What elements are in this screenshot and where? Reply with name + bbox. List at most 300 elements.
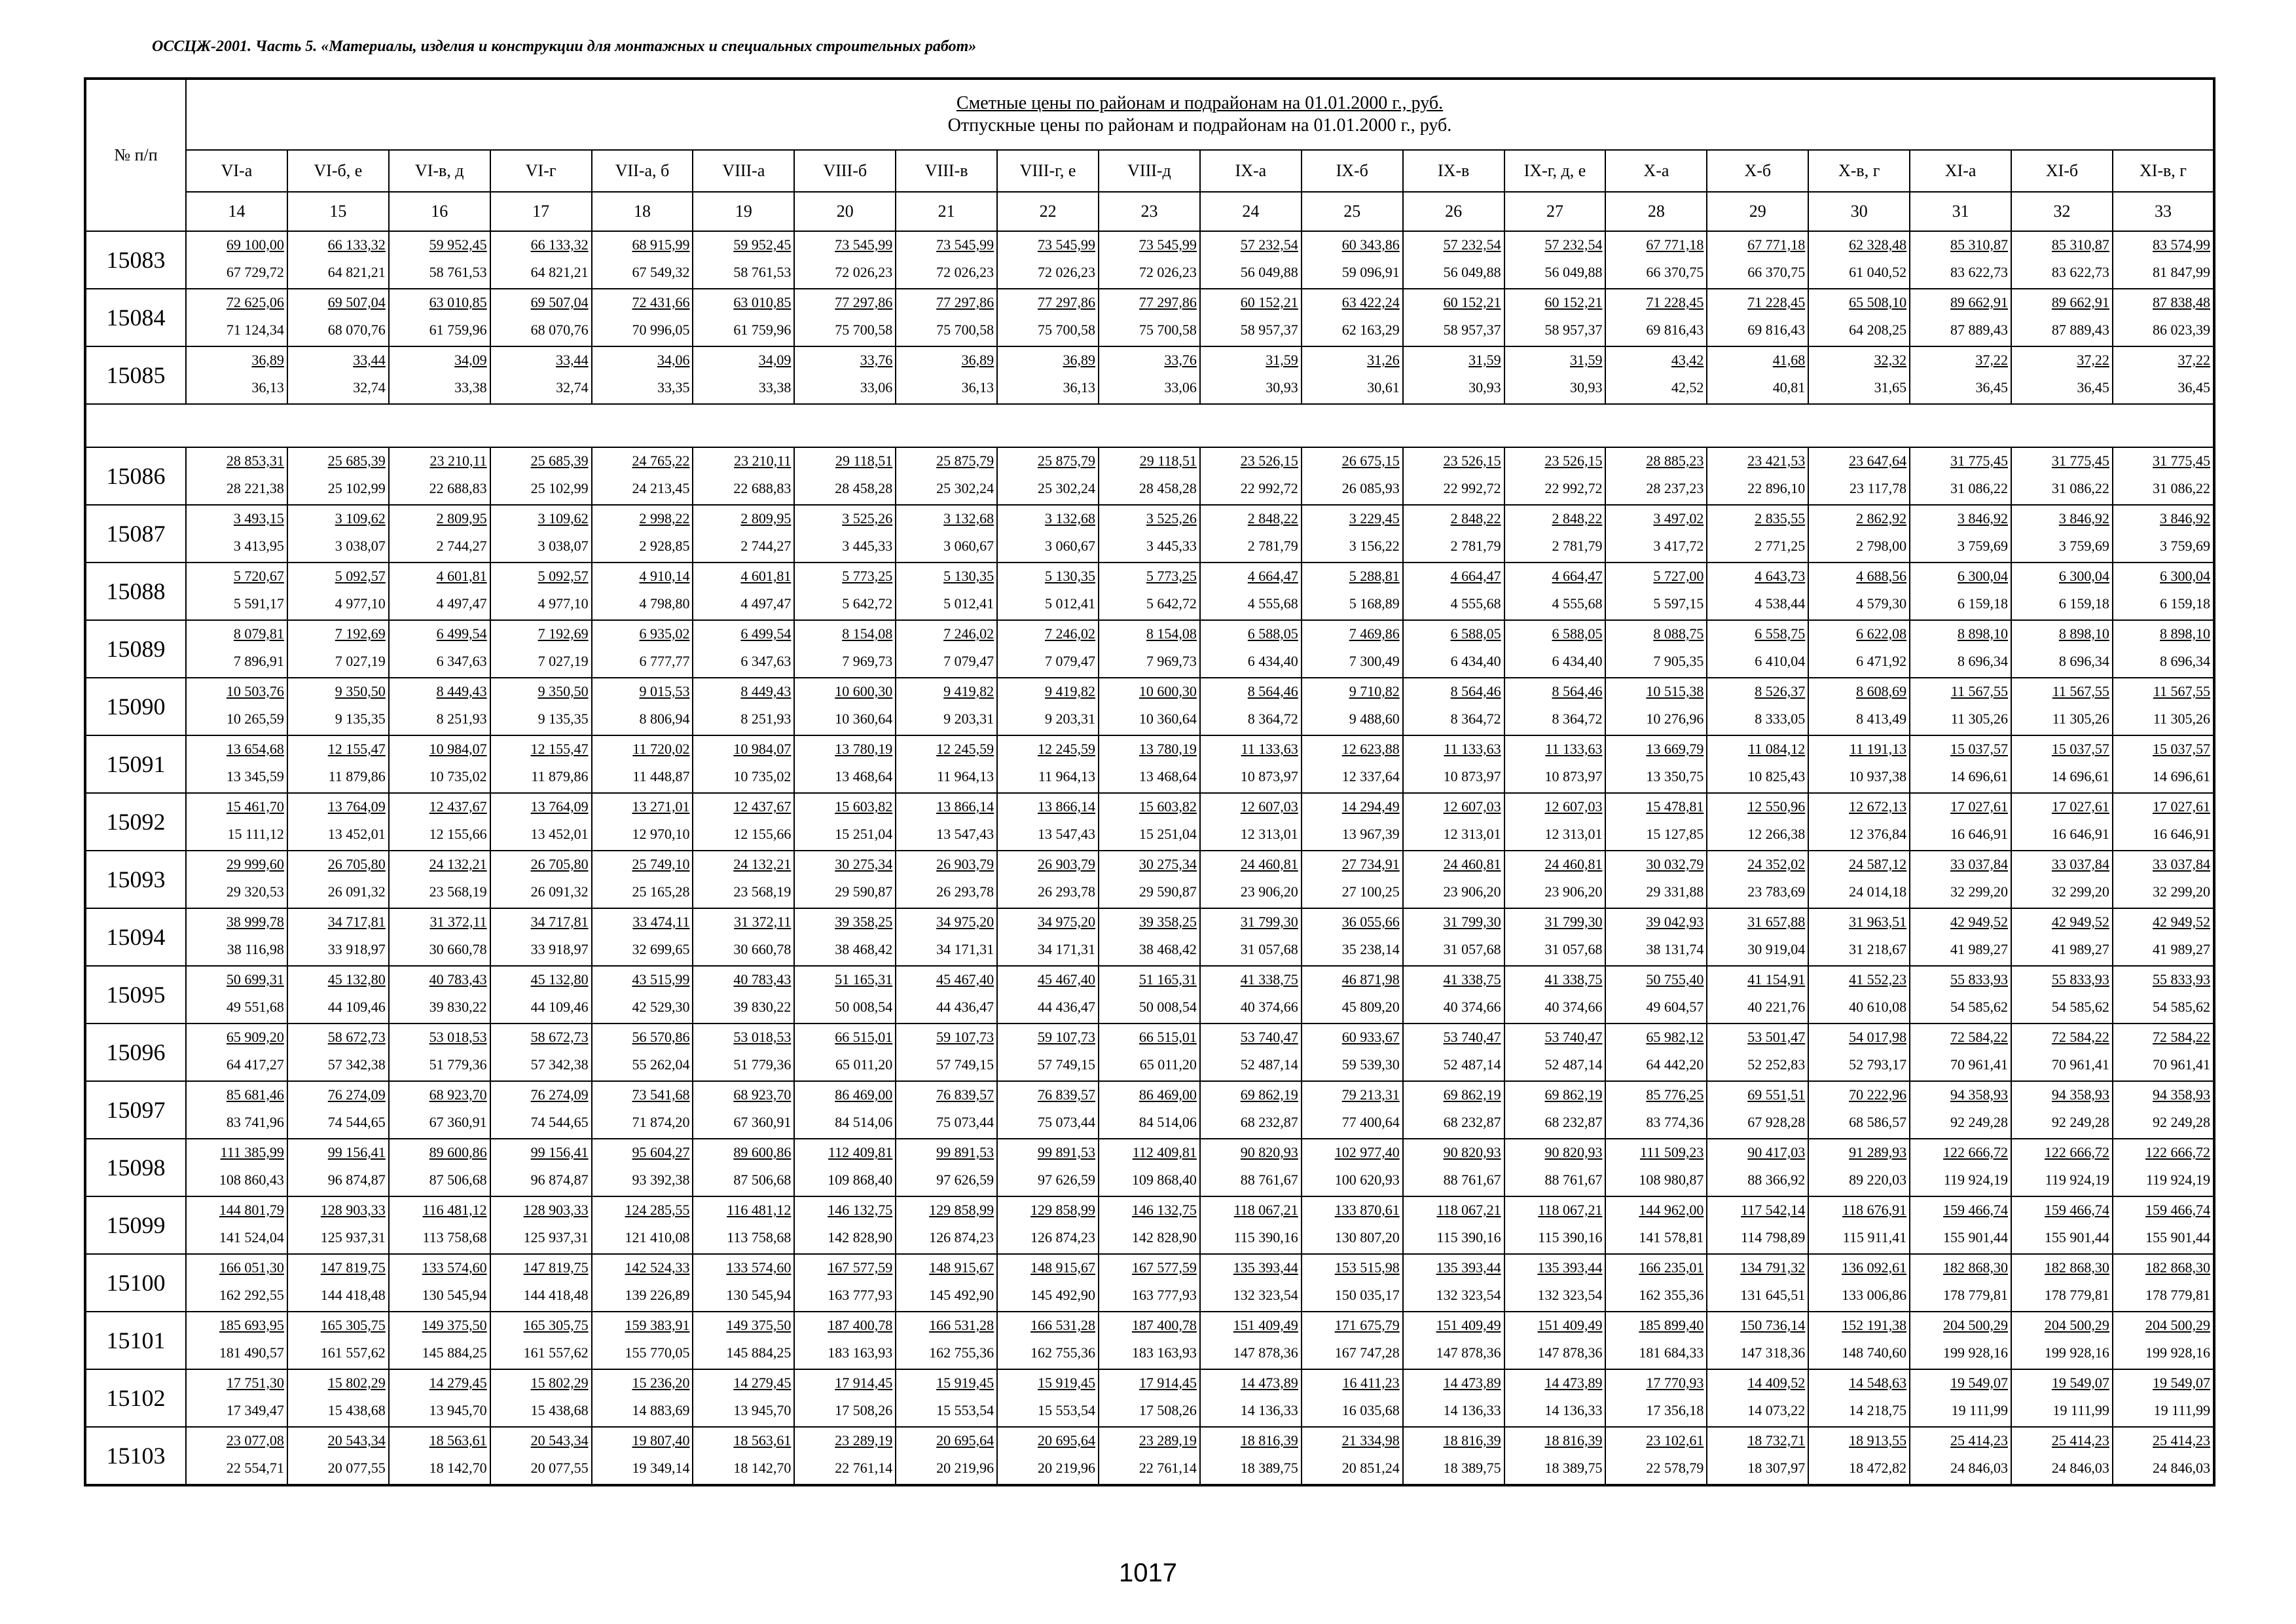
estimated-price: 7 192,69: [538, 625, 589, 642]
price-cell: [997, 1139, 1099, 1196]
release-price: 145 492,90: [929, 1287, 994, 1303]
table-row: [85, 966, 2214, 1024]
price-cell: [1200, 1254, 1302, 1312]
estimated-price: 66 133,32: [327, 236, 386, 253]
estimated-price: 23 102,61: [1646, 1432, 1704, 1449]
estimated-price: 76 274,09: [530, 1086, 589, 1103]
price-cell: [1910, 563, 2011, 620]
row-number: 15094: [85, 908, 186, 966]
price-cell: [2011, 620, 2113, 678]
price-cell: [1099, 678, 1200, 735]
release-price: 10 360,64: [1139, 710, 1197, 727]
estimated-price: 14 294,49: [1341, 798, 1400, 815]
estimated-price: 182 868,30: [2044, 1259, 2109, 1276]
price-cell: [1200, 346, 1302, 404]
price-cell: [794, 1312, 896, 1369]
price-cell: [896, 447, 997, 505]
release-price: 89 220,03: [1849, 1172, 1907, 1188]
release-price: 8 696,34: [1958, 653, 2009, 669]
estimated-price: 41,68: [1772, 352, 1806, 368]
release-price: 18 142,70: [429, 1460, 487, 1476]
price-cell: [490, 1369, 592, 1427]
price-cell: [592, 1427, 693, 1485]
estimated-price: 50 699,31: [226, 971, 284, 987]
price-cell: [1808, 793, 1910, 851]
release-price: 57 342,38: [327, 1056, 386, 1073]
release-price: 5 642,72: [842, 595, 893, 612]
price-cell: [287, 908, 389, 966]
estimated-price: 39 358,25: [1139, 913, 1197, 930]
estimated-price: 83 574,99: [2153, 236, 2210, 253]
release-price: 66 370,75: [1646, 264, 1704, 280]
release-price: 28 221,38: [226, 480, 284, 496]
estimated-price: 24 352,02: [1747, 856, 1806, 872]
release-price: 64 821,21: [530, 264, 589, 280]
release-price: 10 265,59: [226, 710, 284, 727]
estimated-price: 25 875,79: [936, 452, 994, 469]
estimated-price: 182 868,30: [2145, 1259, 2210, 1276]
release-price: 126 874,23: [1030, 1229, 1096, 1246]
price-cell: [389, 563, 490, 620]
estimated-price: 58 672,73: [327, 1029, 386, 1045]
price-cell: [1302, 1024, 1403, 1081]
price-cell: [1302, 1254, 1403, 1312]
estimated-price: 17 914,45: [835, 1375, 893, 1391]
estimated-price: 13 271,01: [632, 798, 690, 815]
estimated-price: 8 449,43: [740, 683, 792, 699]
release-price: 162 755,36: [1030, 1344, 1096, 1361]
price-cell: [1910, 620, 2011, 678]
estimated-price: 148 915,67: [1030, 1259, 1096, 1276]
estimated-price: 149 375,50: [726, 1317, 792, 1333]
estimated-price: 17 751,30: [226, 1375, 284, 1391]
estimated-price: 3 846,92: [1958, 510, 2009, 526]
release-price: 12 155,66: [429, 826, 487, 842]
price-cell: [896, 1254, 997, 1312]
price-cell: [2011, 793, 2113, 851]
release-price: 51 779,36: [733, 1056, 792, 1073]
price-cell: [794, 851, 896, 908]
price-cell: [794, 346, 896, 404]
price-cell: [997, 678, 1099, 735]
table-row: [85, 447, 2214, 505]
release-price: 23 906,20: [1544, 883, 1603, 900]
release-price: 108 860,43: [219, 1172, 284, 1188]
release-price: 25 302,24: [1038, 480, 1096, 496]
price-cell: [389, 1427, 490, 1485]
price-cell: [2113, 447, 2214, 505]
release-price: 28 458,28: [835, 480, 893, 496]
price-cell: [794, 289, 896, 346]
estimated-price: 17 027,61: [1950, 798, 2009, 815]
price-cell: [2011, 735, 2113, 793]
price-cell: [1200, 1139, 1302, 1196]
price-cell: [794, 1369, 896, 1427]
estimated-price: 99 891,53: [1038, 1144, 1096, 1160]
release-price: 69 816,43: [1646, 322, 1704, 338]
estimated-price: 60 152,21: [1443, 294, 1501, 310]
release-price: 42,52: [1671, 379, 1704, 396]
price-cell: [997, 735, 1099, 793]
price-cell: [896, 1427, 997, 1485]
price-cell: [186, 1312, 287, 1369]
estimated-price: 2 848,22: [1450, 510, 1501, 526]
price-cell: [490, 563, 592, 620]
region-header: IX-в: [1403, 150, 1504, 192]
price-cell: [186, 447, 287, 505]
price-cell: [186, 678, 287, 735]
price-cell: [1099, 1254, 1200, 1312]
price-cell: [2113, 1024, 2214, 1081]
release-price: 2 744,27: [740, 538, 792, 554]
release-price: 56 049,88: [1544, 264, 1603, 280]
release-price: 61 759,96: [733, 322, 792, 338]
estimated-price: 6 622,08: [1856, 625, 1907, 642]
estimated-price: 18 563,61: [733, 1432, 792, 1449]
table-row: [85, 1427, 2214, 1485]
price-cell: [389, 1024, 490, 1081]
release-price: 13 945,70: [429, 1402, 487, 1418]
price-cell: [1504, 966, 1606, 1024]
estimated-price: 8 449,43: [436, 683, 487, 699]
release-price: 64 417,27: [226, 1056, 284, 1073]
release-price: 3 038,07: [335, 538, 386, 554]
price-cell: [1504, 231, 1606, 289]
release-price: 22 761,14: [835, 1460, 893, 1476]
estimated-price: 10 600,30: [835, 683, 893, 699]
estimated-price: 57 232,54: [1544, 236, 1603, 253]
estimated-price: 15 919,45: [1038, 1375, 1096, 1391]
row-number: 15085: [85, 346, 186, 404]
release-price: 33,38: [454, 379, 487, 396]
estimated-price: 18 913,55: [1849, 1432, 1907, 1449]
price-cell: [896, 289, 997, 346]
price-cell: [592, 620, 693, 678]
release-price: 97 626,59: [936, 1172, 994, 1188]
estimated-price: 31,26: [1367, 352, 1400, 368]
estimated-price: 57 232,54: [1240, 236, 1298, 253]
price-cell: [389, 231, 490, 289]
estimated-price: 129 858,99: [929, 1202, 994, 1218]
release-price: 163 777,93: [828, 1287, 893, 1303]
estimated-price: 117 542,14: [1741, 1202, 1806, 1218]
release-price: 92 249,28: [1950, 1114, 2009, 1130]
price-cell: [1099, 620, 1200, 678]
estimated-price: 31 775,45: [1950, 452, 2009, 469]
estimated-price: 73 545,99: [936, 236, 994, 253]
price-cell: [287, 735, 389, 793]
estimated-price: 20 695,64: [1038, 1432, 1096, 1449]
release-price: 199 928,16: [1943, 1344, 2009, 1361]
release-price: 96 874,87: [530, 1172, 589, 1188]
release-price: 35 238,14: [1341, 941, 1400, 957]
estimated-price: 8 079,81: [233, 625, 284, 642]
estimated-price: 187 400,78: [828, 1317, 893, 1333]
price-cell: [1808, 1139, 1910, 1196]
estimated-price: 69 862,19: [1240, 1086, 1298, 1103]
price-cell: [1910, 289, 2011, 346]
region-header: XI-в, г: [2113, 150, 2214, 192]
price-cell: [693, 346, 794, 404]
release-price: 2 781,79: [1247, 538, 1298, 554]
estimated-price: 23 077,08: [226, 1432, 284, 1449]
price-cell: [490, 851, 592, 908]
price-cell: [1910, 1081, 2011, 1139]
row-number: 15099: [85, 1196, 186, 1254]
estimated-price: 4 601,81: [740, 568, 792, 584]
release-price: 13 345,59: [226, 768, 284, 784]
price-cell: [1200, 289, 1302, 346]
release-price: 3 759,69: [1958, 538, 2009, 554]
estimated-price: 34 975,20: [936, 913, 994, 930]
estimated-price: 15 037,57: [2051, 741, 2109, 757]
release-price: 74 544,65: [530, 1114, 589, 1130]
estimated-price: 68 923,70: [733, 1086, 792, 1103]
release-price: 12 313,01: [1240, 826, 1298, 842]
estimated-price: 14 409,52: [1747, 1375, 1806, 1391]
release-price: 11 879,86: [328, 768, 386, 784]
estimated-price: 8 526,37: [1755, 683, 1806, 699]
estimated-price: 135 393,44: [1436, 1259, 1501, 1276]
estimated-price: 159 466,74: [1943, 1202, 2009, 1218]
release-price: 178 779,81: [1943, 1287, 2009, 1303]
release-price: 11 305,26: [1950, 710, 2009, 727]
estimated-price: 42 949,52: [2153, 913, 2210, 930]
release-price: 32,74: [556, 379, 589, 396]
release-price: 8 364,72: [1450, 710, 1501, 727]
release-price: 23 568,19: [733, 883, 792, 900]
estimated-price: 69 551,51: [1747, 1086, 1806, 1103]
price-cell: [1403, 1427, 1504, 1485]
release-price: 83 774,36: [1646, 1114, 1704, 1130]
release-price: 31 057,68: [1544, 941, 1603, 957]
release-price: 14 073,22: [1747, 1402, 1806, 1418]
release-price: 12 266,38: [1747, 826, 1806, 842]
release-price: 34 171,31: [1038, 941, 1096, 957]
price-cell: [1302, 620, 1403, 678]
estimated-price: 45 467,40: [936, 971, 994, 987]
estimated-price: 14 473,89: [1240, 1375, 1298, 1391]
estimated-price: 13 866,14: [936, 798, 994, 815]
estimated-price: 171 675,79: [1334, 1317, 1400, 1333]
price-cell: [1605, 908, 1707, 966]
release-price: 49 604,57: [1646, 999, 1704, 1015]
price-cell: [1200, 1427, 1302, 1485]
release-price: 52 487,14: [1240, 1056, 1298, 1073]
estimated-price: 151 409,49: [1233, 1317, 1298, 1333]
release-price: 16 646,91: [1950, 826, 2009, 842]
price-cell: [1504, 505, 1606, 563]
release-price: 88 761,67: [1544, 1172, 1603, 1188]
estimated-price: 24 460,81: [1544, 856, 1603, 872]
row-number: 15100: [85, 1254, 186, 1312]
release-price: 183 163,93: [1131, 1344, 1197, 1361]
price-cell: [896, 620, 997, 678]
release-price: 42 529,30: [632, 999, 690, 1015]
estimated-price: 133 574,60: [422, 1259, 487, 1276]
estimated-price: 77 297,86: [1139, 294, 1197, 310]
estimated-price: 3 846,92: [2160, 510, 2210, 526]
release-price: 130 545,94: [422, 1287, 487, 1303]
estimated-price: 4 688,56: [1856, 568, 1907, 584]
estimated-price: 10 600,30: [1139, 683, 1197, 699]
price-cell: [592, 505, 693, 563]
estimated-price: 40 783,43: [733, 971, 792, 987]
price-cell: [1808, 620, 1910, 678]
price-cell: [1302, 851, 1403, 908]
release-price: 130 545,94: [726, 1287, 792, 1303]
estimated-price: 166 051,30: [219, 1259, 284, 1276]
estimated-price: 11 133,63: [1444, 741, 1501, 757]
price-cell: [1605, 1369, 1707, 1427]
price-cell: [1910, 505, 2011, 563]
release-price: 75 073,44: [936, 1114, 994, 1130]
price-cell: [1504, 447, 1606, 505]
release-price: 8 333,05: [1755, 710, 1806, 727]
release-price: 70 961,41: [2051, 1056, 2109, 1073]
price-cell: [1403, 1139, 1504, 1196]
release-price: 4 555,68: [1247, 595, 1298, 612]
price-cell: [1808, 1081, 1910, 1139]
release-price: 132 323,54: [1537, 1287, 1603, 1303]
release-price: 2 928,85: [639, 538, 690, 554]
estimated-price: 166 531,28: [1030, 1317, 1096, 1333]
price-cell: [1808, 966, 1910, 1024]
estimated-price: 6 588,05: [1552, 625, 1603, 642]
estimated-price: 12 607,03: [1240, 798, 1298, 815]
price-cell: [490, 447, 592, 505]
column-number: 17: [490, 192, 592, 231]
estimated-price: 33 037,84: [1950, 856, 2009, 872]
estimated-price: 73 545,99: [1139, 236, 1197, 253]
price-cell: [2113, 505, 2214, 563]
estimated-price: 37,22: [1975, 352, 2009, 368]
release-price: 162 355,36: [1639, 1287, 1704, 1303]
price-cell: [592, 346, 693, 404]
price-cell: [693, 231, 794, 289]
price-cell: [997, 908, 1099, 966]
row-number: 15095: [85, 966, 186, 1024]
price-cell: [287, 1369, 389, 1427]
release-price: 38 468,42: [1139, 941, 1197, 957]
estimated-price: 8 564,46: [1247, 683, 1298, 699]
release-price: 36,13: [1063, 379, 1096, 396]
release-price: 65 011,20: [1139, 1056, 1197, 1073]
estimated-price: 33 037,84: [2051, 856, 2109, 872]
estimated-price: 66 133,32: [530, 236, 589, 253]
release-price: 38 116,98: [227, 941, 284, 957]
table-row: [85, 1081, 2214, 1139]
release-price: 71 124,34: [226, 322, 284, 338]
price-cell: [997, 563, 1099, 620]
price-cell: [389, 346, 490, 404]
estimated-price: 39 042,93: [1646, 913, 1704, 930]
price-cell: [1403, 908, 1504, 966]
release-price: 33,35: [657, 379, 690, 396]
release-price: 36,13: [961, 379, 994, 396]
release-price: 14 218,75: [1849, 1402, 1907, 1418]
estimated-price: 85 310,87: [1950, 236, 2009, 253]
release-price: 18 307,97: [1747, 1460, 1806, 1476]
estimated-price: 7 246,02: [1045, 625, 1096, 642]
release-price: 30,61: [1367, 379, 1400, 396]
price-cell: [490, 793, 592, 851]
price-cell: [693, 735, 794, 793]
price-cell: [1808, 851, 1910, 908]
release-price: 11 964,13: [936, 768, 994, 784]
price-cell: [794, 966, 896, 1024]
release-price: 49 551,68: [226, 999, 284, 1015]
release-price: 32,74: [353, 379, 386, 396]
price-cell: [2011, 908, 2113, 966]
release-price: 8 364,72: [1552, 710, 1603, 727]
price-cell: [1605, 851, 1707, 908]
price-cell: [1605, 447, 1707, 505]
price-cell: [2113, 1196, 2214, 1254]
price-cell: [186, 1369, 287, 1427]
price-cell: [1707, 231, 1808, 289]
release-price: 75 700,58: [1139, 322, 1197, 338]
estimated-price: 34,06: [657, 352, 690, 368]
release-price: 2 744,27: [436, 538, 487, 554]
estimated-price: 30 275,34: [835, 856, 893, 872]
release-price: 64 821,21: [327, 264, 386, 280]
price-cell: [1200, 1081, 1302, 1139]
estimated-price: 18 732,71: [1747, 1432, 1806, 1449]
estimated-price: 56 570,86: [632, 1029, 690, 1045]
estimated-price: 2 848,22: [1247, 510, 1298, 526]
price-cell: [1200, 231, 1302, 289]
estimated-price: 13 780,19: [835, 741, 893, 757]
release-price: 7 905,35: [1653, 653, 1704, 669]
region-header: X-в, г: [1808, 150, 1910, 192]
price-cell: [1099, 289, 1200, 346]
estimated-price: 72 584,22: [2153, 1029, 2210, 1045]
estimated-price: 41 338,75: [1240, 971, 1298, 987]
price-cell: [592, 966, 693, 1024]
release-price: 142 828,90: [1131, 1229, 1197, 1246]
estimated-price: 7 246,02: [943, 625, 994, 642]
price-cell: [1302, 231, 1403, 289]
estimated-price: 3 493,15: [233, 510, 284, 526]
release-price: 84 514,06: [835, 1114, 893, 1130]
price-cell: [693, 851, 794, 908]
estimated-price: 116 481,12: [422, 1202, 487, 1218]
release-price: 25 302,24: [936, 480, 994, 496]
release-price: 25 102,99: [327, 480, 386, 496]
price-cell: [287, 620, 389, 678]
price-cell: [1200, 1024, 1302, 1081]
row-number: 15101: [85, 1312, 186, 1369]
estimated-price: 55 833,93: [2051, 971, 2109, 987]
release-price: 2 781,79: [1552, 538, 1603, 554]
price-cell: [1808, 1427, 1910, 1485]
estimated-price: 111 509,23: [1639, 1144, 1704, 1160]
release-price: 7 027,19: [335, 653, 386, 669]
price-cell: [389, 1139, 490, 1196]
estimated-price: 25 875,79: [1038, 452, 1096, 469]
price-cell: [997, 1254, 1099, 1312]
price-cell: [1302, 1369, 1403, 1427]
estimated-price: 26 903,79: [1038, 856, 1096, 872]
estimated-price: 99 156,41: [530, 1144, 589, 1160]
price-cell: [1910, 966, 2011, 1024]
region-header: IX-б: [1302, 150, 1403, 192]
release-price: 36,45: [2178, 379, 2210, 396]
release-price: 15 251,04: [835, 826, 893, 842]
price-cell: [1504, 1427, 1606, 1485]
price-cell: [1200, 447, 1302, 505]
